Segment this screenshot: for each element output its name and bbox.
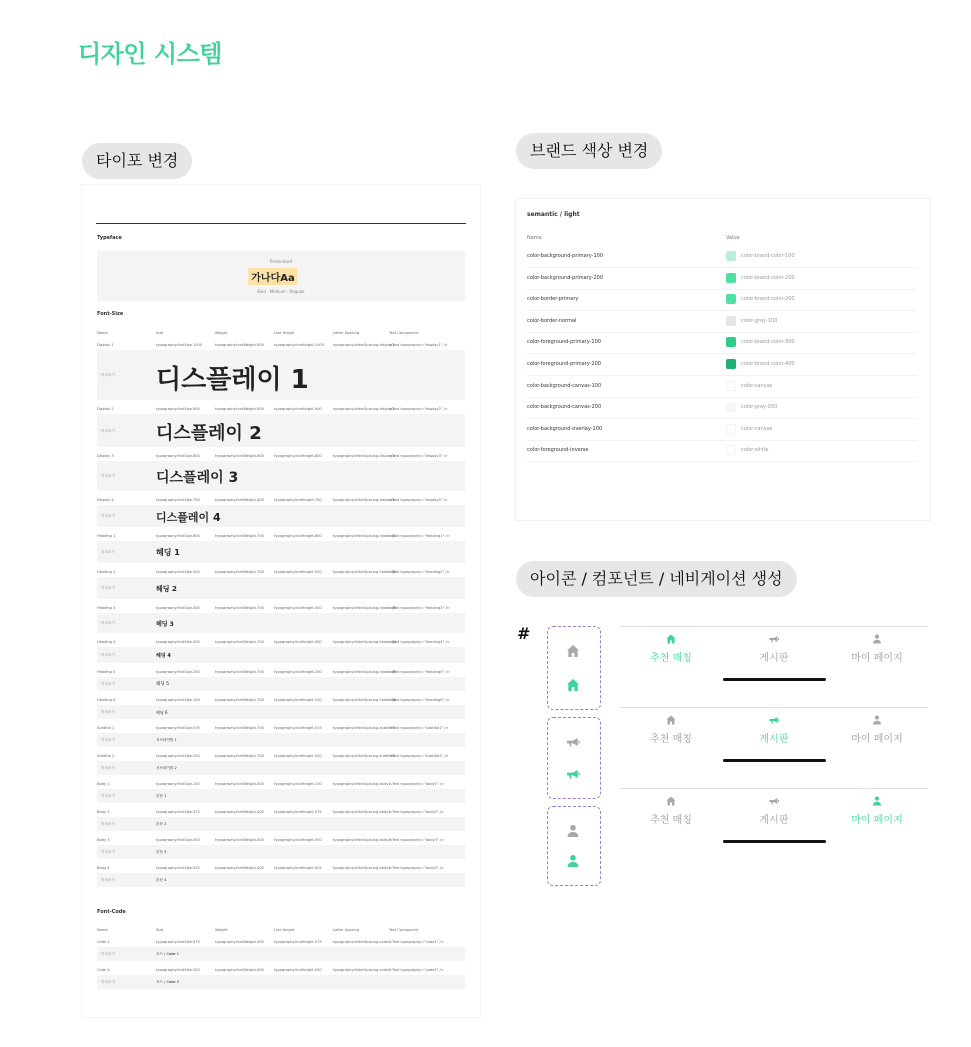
sample-text: 본문 2 bbox=[156, 821, 167, 826]
style-row bbox=[97, 404, 465, 414]
style-row bbox=[97, 807, 465, 817]
style-cell: typography.fontWeight.800 bbox=[215, 343, 264, 347]
style-cell: <Text typography="code2" /> bbox=[389, 968, 444, 972]
style-cell: Heading 2 bbox=[97, 570, 116, 574]
token-value: color-brand-color-400 bbox=[741, 361, 795, 367]
color-swatch bbox=[726, 381, 736, 391]
sample-text: 디스플레이 4 bbox=[156, 511, 221, 525]
style-cell: typography.fontSize.075 bbox=[156, 726, 200, 730]
style-cell: typography.fontWeight.800 bbox=[215, 454, 264, 458]
user-icon bbox=[565, 823, 581, 839]
style-cell: <Text typography="body4" /> bbox=[389, 866, 444, 870]
sample-row bbox=[97, 975, 465, 989]
home-indicator-bar bbox=[723, 678, 826, 681]
typeface-preview bbox=[97, 251, 465, 301]
token-value: color-canvas bbox=[741, 425, 773, 432]
color-token-row bbox=[527, 289, 917, 311]
nav-item-label: 마이 페이지 bbox=[851, 815, 903, 826]
column-header-name: Name bbox=[527, 235, 542, 241]
column-header: Letter Spacing bbox=[333, 331, 360, 335]
sample-row bbox=[97, 733, 465, 747]
sample-label: 미리보기 bbox=[101, 474, 115, 478]
token-name: color-foreground-primary-100 bbox=[527, 339, 601, 346]
style-cell: typography.letterSpacing.body2 bbox=[333, 810, 391, 814]
column-header: Text Component bbox=[389, 928, 419, 932]
typeface-weights: Bold · Medium · Regular bbox=[257, 289, 305, 294]
style-cell: typography.letterSpacing.heading1 bbox=[333, 534, 397, 538]
sample-label: 미리보기 bbox=[101, 514, 115, 518]
sample-label: 미리보기 bbox=[101, 980, 115, 984]
sample-row bbox=[97, 817, 465, 831]
column-header: Name bbox=[97, 928, 108, 932]
style-cell: typography.lineHeight.600 bbox=[274, 534, 322, 538]
sample-text: 헤딩 6 bbox=[156, 709, 168, 715]
style-row bbox=[97, 567, 465, 577]
style-cell: typography.letterSpacing.code1 bbox=[333, 940, 391, 944]
home-icon bbox=[565, 643, 581, 659]
style-cell: Body 1 bbox=[97, 782, 110, 786]
color-token-row bbox=[527, 332, 917, 354]
style-row bbox=[97, 779, 465, 789]
home-icon bbox=[665, 633, 677, 645]
style-cell: typography.fontWeight.700 bbox=[215, 606, 264, 610]
style-cell: <Text typography="heading5" /> bbox=[389, 670, 450, 674]
style-cell: Heading 6 bbox=[97, 698, 116, 702]
style-row bbox=[97, 835, 465, 845]
style-row bbox=[97, 667, 465, 677]
home-indicator-bar bbox=[723, 840, 826, 843]
sample-row bbox=[97, 505, 465, 527]
sample-label: 미리보기 bbox=[101, 710, 115, 714]
home-icon bbox=[565, 677, 581, 693]
user-icon bbox=[565, 853, 581, 869]
typography-panel bbox=[82, 185, 480, 1017]
column-header: Size bbox=[156, 928, 164, 932]
nav-item[interactable] bbox=[620, 789, 722, 839]
color-token-row bbox=[527, 268, 917, 290]
column-header: Line Height bbox=[274, 928, 295, 932]
sample-text: 본문 3 bbox=[156, 849, 167, 854]
style-cell: typography.lineHeight.075 bbox=[274, 810, 322, 814]
nav-item-label: 마이 페이지 bbox=[851, 653, 903, 664]
style-cell: typography.lineHeight.100 bbox=[274, 698, 322, 702]
token-value: color-brand-color-200 bbox=[741, 274, 795, 281]
style-cell: <Text typography="code1" /> bbox=[389, 940, 444, 944]
style-cell: typography.fontSize.075 bbox=[156, 810, 200, 814]
style-cell: typography.letterSpacing.code2 bbox=[333, 968, 391, 972]
style-cell: typography.fontWeight.800 bbox=[215, 407, 264, 411]
style-cell: typography.lineHeight.050 bbox=[274, 968, 322, 972]
sample-label: 미리보기 bbox=[101, 738, 115, 742]
token-name: color-foreground-inverse bbox=[527, 447, 589, 454]
style-cell: typography.fontWeight.700 bbox=[215, 570, 264, 574]
style-cell: Body 3 bbox=[97, 838, 110, 842]
style-cell: typography.lineHeight.1000 bbox=[274, 343, 324, 347]
color-token-row bbox=[527, 397, 917, 419]
style-cell: <Text typography="body1" /> bbox=[389, 782, 444, 786]
style-cell: Body 2 bbox=[97, 810, 110, 814]
column-header: Line Height bbox=[274, 331, 295, 335]
style-cell: Display 2 bbox=[97, 407, 114, 411]
nav-item-label: 게시판 bbox=[759, 653, 789, 664]
sample-label: 미리보기 bbox=[101, 766, 115, 770]
style-cell: typography.letterSpacing.subtitle1 bbox=[333, 726, 396, 730]
style-cell: typography.fontSize.300 bbox=[156, 640, 200, 644]
style-cell: Heading 3 bbox=[97, 606, 116, 610]
color-swatch bbox=[726, 316, 736, 326]
bottom-navigation-bar bbox=[620, 626, 928, 702]
style-cell: Heading 4 bbox=[97, 640, 116, 644]
style-cell: typography.lineHeight.075 bbox=[274, 726, 322, 730]
sample-row bbox=[97, 947, 465, 961]
token-value: color-brand-color-300 bbox=[741, 339, 795, 346]
nav-item-label: 추천 매칭 bbox=[650, 734, 692, 745]
style-cell: typography.fontWeight.700 bbox=[215, 670, 264, 674]
style-cell: typography.letterSpacing.heading4 bbox=[333, 640, 397, 644]
style-cell: typography.letterSpacing.heading2 bbox=[333, 570, 397, 574]
color-swatch bbox=[726, 337, 736, 347]
icon-component-set bbox=[547, 626, 601, 710]
style-cell: typography.fontWeight.700 bbox=[215, 726, 264, 730]
home-indicator-bar bbox=[723, 759, 826, 762]
style-row bbox=[97, 965, 465, 975]
bottom-navigation-bar bbox=[620, 788, 928, 864]
style-cell: typography.fontSize.800 bbox=[156, 454, 200, 458]
style-cell: typography.lineHeight.300 bbox=[274, 640, 322, 644]
sample-label: 미리보기 bbox=[101, 878, 115, 882]
color-swatch bbox=[726, 402, 736, 412]
style-cell: <Text typography="body2" /> bbox=[389, 810, 444, 814]
brand-table-title: semantic / light bbox=[527, 211, 580, 218]
style-cell: typography.fontWeight.700 bbox=[215, 534, 264, 538]
style-cell: typography.lineHeight.050 bbox=[274, 754, 322, 758]
style-cell: Code 2 bbox=[97, 968, 110, 972]
fontsize-table-header bbox=[97, 328, 465, 338]
nav-item-label: 게시판 bbox=[759, 734, 789, 745]
style-cell: typography.lineHeight.075 bbox=[274, 940, 322, 944]
column-header-value: Value bbox=[726, 235, 740, 241]
style-row bbox=[97, 937, 465, 947]
fontsize-heading: Font-Size bbox=[97, 311, 124, 317]
style-row bbox=[97, 603, 465, 613]
token-name: color-foreground-primary-200 bbox=[527, 361, 601, 367]
sample-label: 미리보기 bbox=[101, 373, 115, 377]
style-cell: typography.fontWeight.700 bbox=[215, 754, 264, 758]
style-cell: Body 4 bbox=[97, 866, 110, 870]
sample-text: 헤딩 4 bbox=[156, 652, 171, 659]
style-cell: typography.lineHeight.500 bbox=[274, 570, 322, 574]
color-swatch bbox=[726, 294, 736, 304]
color-swatch bbox=[726, 424, 736, 434]
color-token-row bbox=[527, 246, 917, 268]
token-name: color-background-canvas-200 bbox=[527, 404, 602, 411]
color-token-row bbox=[527, 354, 917, 376]
style-cell: typography.fontWeight.400 bbox=[215, 968, 264, 972]
sample-label: 미리보기 bbox=[101, 586, 115, 590]
style-cell: typography.letterSpacing.display1 bbox=[333, 343, 395, 347]
style-cell: typography.fontSize.100 bbox=[156, 782, 200, 786]
sample-text: 디스플레이 2 bbox=[156, 423, 262, 445]
style-row bbox=[97, 695, 465, 705]
sample-text: 코드 / Code 2 bbox=[156, 979, 180, 984]
token-value: color-canvas bbox=[741, 382, 773, 389]
sample-label: 미리보기 bbox=[101, 952, 115, 956]
megaphone-icon bbox=[768, 633, 780, 645]
style-cell: typography.fontWeight.400 bbox=[215, 782, 264, 786]
style-cell: typography.fontSize.200 bbox=[156, 670, 200, 674]
megaphone-icon bbox=[565, 734, 581, 750]
bottom-navigation-bar bbox=[620, 707, 928, 783]
sample-text: 헤딩 3 bbox=[156, 621, 174, 629]
nav-item[interactable] bbox=[826, 708, 928, 758]
nav-item[interactable] bbox=[723, 627, 825, 677]
token-name: color-border-normal bbox=[527, 317, 577, 324]
nav-item[interactable] bbox=[620, 708, 722, 758]
style-cell: typography.lineHeight.025 bbox=[274, 866, 322, 870]
style-cell: typography.letterSpacing.body1 bbox=[333, 782, 391, 786]
token-name: color-background-overlay-100 bbox=[527, 425, 603, 432]
nav-item-label: 추천 매칭 bbox=[650, 815, 692, 826]
style-cell: typography.fontWeight.700 bbox=[215, 640, 264, 644]
style-cell: Code 1 bbox=[97, 940, 110, 944]
style-cell: Display 3 bbox=[97, 454, 114, 458]
sample-label: 미리보기 bbox=[101, 794, 115, 798]
divider bbox=[96, 223, 466, 224]
typeface-sample: 가나다Aa bbox=[248, 268, 297, 285]
style-cell: typography.lineHeight.800 bbox=[274, 454, 322, 458]
token-value: color-gray-100 bbox=[741, 317, 778, 324]
nav-item[interactable] bbox=[826, 627, 928, 677]
fontcode-heading: Font-Code bbox=[97, 909, 126, 915]
nav-item[interactable] bbox=[723, 708, 825, 758]
section-pill-brand: 브랜드 색상 변경 bbox=[516, 133, 662, 169]
style-row bbox=[97, 637, 465, 647]
column-header: Weight bbox=[215, 331, 228, 335]
color-swatch bbox=[726, 251, 736, 261]
sample-text: 디스플레이 1 bbox=[156, 364, 309, 395]
style-cell: typography.letterSpacing.body3 bbox=[333, 838, 391, 842]
style-cell: <Text typography="display2" /> bbox=[389, 407, 448, 411]
page-title: 디자인 시스템 bbox=[78, 40, 222, 68]
sample-text: 헤딩 5 bbox=[156, 682, 169, 688]
style-cell: <Text typography="heading3" /> bbox=[389, 606, 450, 610]
sample-row bbox=[97, 461, 465, 491]
sample-row bbox=[97, 873, 465, 887]
nav-item[interactable] bbox=[620, 627, 722, 677]
sample-row bbox=[97, 647, 465, 663]
color-token-row bbox=[527, 440, 917, 462]
megaphone-icon bbox=[565, 766, 581, 782]
style-cell: typography.lineHeight.050 bbox=[274, 838, 322, 842]
style-cell: <Text typography="subtitle2" /> bbox=[389, 754, 449, 758]
token-name: color-background-canvas-100 bbox=[527, 382, 602, 389]
style-row bbox=[97, 863, 465, 873]
sample-row bbox=[97, 761, 465, 775]
icon-component-set bbox=[547, 717, 601, 799]
sample-label: 미리보기 bbox=[101, 850, 115, 854]
style-cell: <Text typography="display1" /> bbox=[389, 343, 448, 347]
token-value: color-gray-050 bbox=[741, 404, 778, 411]
fontcode-table-header bbox=[97, 925, 465, 935]
style-cell: typography.letterSpacing.display2 bbox=[333, 407, 395, 411]
style-cell: typography.letterSpacing.display4 bbox=[333, 498, 395, 502]
style-cell: Heading 5 bbox=[97, 670, 116, 674]
nav-item[interactable] bbox=[826, 789, 928, 839]
style-cell: typography.fontSize.100 bbox=[156, 698, 200, 702]
style-cell: <Text typography="display4" /> bbox=[389, 498, 448, 502]
style-cell: <Text typography="heading6" /> bbox=[389, 698, 450, 702]
column-header: Weight bbox=[215, 928, 228, 932]
sample-text: 헤딩 1 bbox=[156, 548, 180, 557]
style-cell: typography.fontSize.050 bbox=[156, 838, 200, 842]
style-cell: typography.fontWeight.400 bbox=[215, 866, 264, 870]
column-header: Text Component bbox=[389, 331, 419, 335]
style-cell: typography.fontSize.050 bbox=[156, 968, 200, 972]
style-cell: typography.fontSize.025 bbox=[156, 866, 200, 870]
icon-component-set bbox=[547, 806, 601, 886]
style-cell: Heading 1 bbox=[97, 534, 116, 538]
style-cell: typography.fontSize.900 bbox=[156, 407, 200, 411]
style-cell: typography.fontWeight.700 bbox=[215, 698, 264, 702]
sample-label: 미리보기 bbox=[101, 822, 115, 826]
style-cell: Subtitle 1 bbox=[97, 726, 115, 730]
style-cell: typography.lineHeight.700 bbox=[274, 498, 322, 502]
hash-symbol: # bbox=[517, 624, 531, 643]
token-name: color-background-primary-100 bbox=[527, 253, 604, 259]
sample-label: 미리보기 bbox=[101, 550, 115, 554]
sample-row bbox=[97, 677, 465, 691]
style-cell: typography.fontSize.500 bbox=[156, 570, 200, 574]
sample-text: 본문 1 bbox=[156, 793, 167, 798]
style-row bbox=[97, 751, 465, 761]
style-cell: <Text typography="heading2" /> bbox=[389, 570, 450, 574]
sample-text: 서브타이틀 1 bbox=[156, 737, 177, 742]
style-row bbox=[97, 723, 465, 733]
style-cell: <Text typography="display3" /> bbox=[389, 454, 448, 458]
color-swatch bbox=[726, 445, 736, 455]
column-header: Letter Spacing bbox=[333, 928, 360, 932]
style-cell: typography.letterSpacing.heading5 bbox=[333, 670, 397, 674]
token-name: color-border-primary bbox=[527, 296, 579, 303]
color-swatch bbox=[726, 273, 736, 283]
sample-row bbox=[97, 789, 465, 803]
style-cell: typography.fontSize.075 bbox=[156, 940, 200, 944]
megaphone-icon bbox=[768, 714, 780, 726]
style-cell: typography.lineHeight.900 bbox=[274, 407, 322, 411]
style-row bbox=[97, 340, 465, 350]
style-cell: Display 1 bbox=[97, 343, 114, 347]
sample-row bbox=[97, 705, 465, 719]
sample-row bbox=[97, 613, 465, 633]
style-cell: typography.lineHeight.200 bbox=[274, 670, 322, 674]
sample-text: 본문 4 bbox=[156, 877, 167, 882]
style-cell: typography.fontWeight.400 bbox=[215, 940, 264, 944]
style-cell: typography.letterSpacing.body4 bbox=[333, 866, 391, 870]
style-cell: <Text typography="heading1" /> bbox=[389, 534, 450, 538]
style-cell: typography.fontWeight.400 bbox=[215, 810, 264, 814]
style-row bbox=[97, 451, 465, 461]
sample-row bbox=[97, 577, 465, 599]
style-cell: typography.lineHeight.400 bbox=[274, 606, 322, 610]
sample-text: 코드 / Code 1 bbox=[156, 951, 180, 956]
style-cell: typography.fontSize.400 bbox=[156, 606, 200, 610]
style-cell: typography.fontSize.700 bbox=[156, 498, 200, 502]
style-cell: <Text typography="body3" /> bbox=[389, 838, 444, 842]
column-header: Name bbox=[97, 331, 108, 335]
style-cell: Display 4 bbox=[97, 498, 114, 502]
sample-label: 미리보기 bbox=[101, 428, 115, 433]
style-cell: Subtitle 2 bbox=[97, 754, 115, 758]
style-cell: <Text typography="heading4" /> bbox=[389, 640, 450, 644]
sample-label: 미리보기 bbox=[101, 621, 115, 625]
brand-color-table bbox=[515, 198, 931, 521]
style-cell: <Text typography="subtitle1" /> bbox=[389, 726, 449, 730]
nav-item-label: 게시판 bbox=[759, 815, 789, 826]
sample-text: 서브타이틀 2 bbox=[156, 765, 177, 770]
token-name: color-background-primary-200 bbox=[527, 274, 604, 281]
style-cell: typography.letterSpacing.heading6 bbox=[333, 698, 397, 702]
section-pill-icons: 아이콘 / 컴포넌트 / 네비게이션 생성 bbox=[516, 561, 797, 597]
sample-text: 디스플레이 3 bbox=[156, 470, 239, 487]
style-row bbox=[97, 495, 465, 505]
nav-item-label: 마이 페이지 bbox=[851, 734, 903, 745]
user-icon bbox=[871, 795, 883, 807]
home-icon bbox=[665, 795, 677, 807]
style-cell: typography.fontSize.600 bbox=[156, 534, 200, 538]
style-cell: typography.fontSize.050 bbox=[156, 754, 200, 758]
sample-row bbox=[97, 541, 465, 563]
color-token-row bbox=[527, 376, 917, 398]
color-swatch bbox=[726, 359, 736, 369]
style-cell: typography.fontWeight.400 bbox=[215, 838, 264, 842]
style-row bbox=[97, 531, 465, 541]
token-value: color-white bbox=[741, 447, 769, 454]
nav-item-label: 추천 매칭 bbox=[650, 653, 692, 664]
style-cell: typography.fontSize.1000 bbox=[156, 343, 203, 347]
sample-label: 미리보기 bbox=[101, 682, 115, 686]
style-cell: typography.letterSpacing.heading3 bbox=[333, 606, 397, 610]
sample-row bbox=[97, 845, 465, 859]
typeface-heading: Typeface bbox=[97, 235, 122, 241]
user-icon bbox=[871, 633, 883, 645]
sample-text: 헤딩 2 bbox=[156, 584, 177, 593]
token-value: color-brand-color-200 bbox=[741, 296, 795, 303]
style-cell: typography.fontWeight.800 bbox=[215, 498, 264, 502]
sample-row bbox=[97, 414, 465, 447]
sample-label: 미리보기 bbox=[101, 653, 115, 657]
sample-row bbox=[97, 350, 465, 400]
color-token-row bbox=[527, 311, 917, 333]
color-token-row bbox=[527, 419, 917, 441]
nav-item[interactable] bbox=[723, 789, 825, 839]
megaphone-icon bbox=[768, 795, 780, 807]
style-cell: typography.lineHeight.100 bbox=[274, 782, 322, 786]
section-pill-typo: 타이포 변경 bbox=[82, 143, 192, 179]
column-header: Size bbox=[156, 331, 164, 335]
typeface-caption: Pretendard bbox=[269, 259, 293, 264]
style-cell: typography.letterSpacing.subtitle2 bbox=[333, 754, 396, 758]
token-value: color-brand-color-100 bbox=[741, 253, 795, 259]
home-icon bbox=[665, 714, 677, 726]
user-icon bbox=[871, 714, 883, 726]
style-cell: typography.letterSpacing.display3 bbox=[333, 454, 395, 458]
